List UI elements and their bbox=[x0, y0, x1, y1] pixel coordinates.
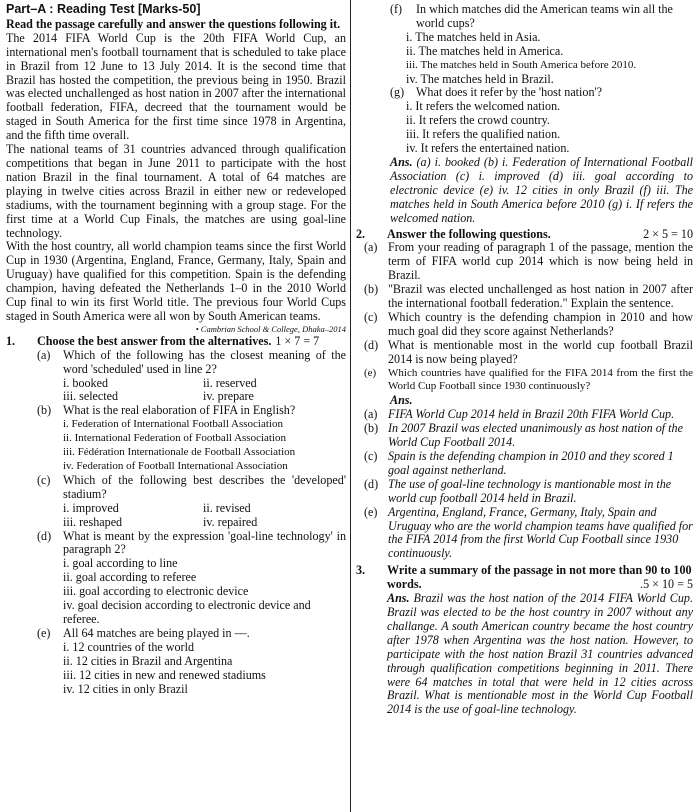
option: iv. 12 cities in only Brazil bbox=[63, 681, 188, 696]
item-letter: (e) bbox=[37, 625, 51, 640]
question-1-heading bbox=[6, 335, 346, 349]
item-letter: (a) bbox=[37, 347, 51, 362]
item-text: In which matches did the American teams win all the world cups? bbox=[416, 2, 673, 30]
q2-answer-a bbox=[356, 408, 693, 422]
question-2-heading bbox=[356, 228, 693, 242]
item-letter: (e) bbox=[364, 366, 377, 379]
option: ii. 12 cities in Brazil and Argentina bbox=[63, 653, 233, 668]
option: i. improved bbox=[63, 500, 119, 515]
option: iv. repaired bbox=[203, 514, 258, 529]
item-text: Which country is the defending champion in 2010 and how much goal did they score against Netherlands? bbox=[388, 309, 693, 338]
question-3-heading bbox=[356, 564, 693, 592]
question-2-text: Answer the following questions. bbox=[387, 226, 551, 241]
option: iii. 12 cities in new and renewed stadiums bbox=[63, 667, 266, 682]
option: i. It refers the welcomed nation. bbox=[406, 99, 561, 114]
q2-answer-e bbox=[356, 506, 693, 562]
item-letter: (d) bbox=[364, 337, 379, 352]
option: i. goal according to line bbox=[63, 556, 178, 571]
option: iv. prepare bbox=[203, 389, 254, 404]
option: iii. selected bbox=[63, 389, 119, 404]
option: ii. International Federation of Football Association bbox=[63, 432, 287, 445]
option: iii. It refers the qualified nation. bbox=[406, 127, 561, 142]
q1-item-d bbox=[6, 530, 346, 558]
q3-answer bbox=[356, 592, 693, 717]
page-title: Part–A : Reading Test [Marks-50] bbox=[6, 2, 201, 16]
q1-item-b bbox=[6, 404, 346, 418]
item-letter: (d) bbox=[37, 528, 52, 543]
answer-letter: (d) bbox=[364, 476, 379, 491]
option: iv. It refers the entertained nation. bbox=[406, 141, 570, 156]
right-column bbox=[356, 3, 693, 717]
option: iii. Fédération Internationale de Football Association bbox=[63, 446, 296, 459]
answer-label: Ans. bbox=[387, 591, 410, 606]
option: ii. It refers the crowd country. bbox=[406, 113, 550, 128]
item-letter: (a) bbox=[364, 240, 378, 255]
instruction: Read the passage carefully and answer the questions following it. bbox=[6, 16, 341, 31]
answer-text: In 2007 Brazil was elected unanimously as host nation of the World Cup Football 2014. bbox=[388, 421, 683, 450]
item-text: What is the real elaboration of FIFA in English? bbox=[63, 403, 296, 418]
option: i. 12 countries of the world bbox=[63, 639, 194, 654]
option: iv. Federation of Football International Association bbox=[63, 460, 288, 472]
item-text: Which countries have qualified for the FIFA 2014 from the first the World Cup Football since 1930 continuously? bbox=[388, 366, 693, 393]
option: ii. revised bbox=[203, 500, 251, 515]
answer-text: FIFA World Cup 2014 held in Brazil 20th FIFA World Cup. bbox=[388, 407, 675, 422]
item-letter: (c) bbox=[364, 309, 378, 324]
q2-answer-d bbox=[356, 478, 693, 506]
item-text: What is mentionable most in the world cup football Brazil 2014 is now being played? bbox=[388, 337, 693, 366]
answer-label: Ans. bbox=[390, 154, 413, 169]
q2-item-c bbox=[356, 311, 693, 339]
passage-paragraph-3: With the host country, all world champion teams since the first World Cup in 1930 (Argentina, England, France, Germany, Italy, Spain and Uruguay) have qualified for this competition. Spain is the defending champion, having defeated the Netherlands 1–0 in the 2010 World Cup final to win its first World title. The previous four World Cups staged in South America were all won by South American teams. bbox=[6, 239, 346, 323]
item-letter: (f) bbox=[390, 2, 403, 16]
answer-text: (a) i. booked (b) i. Federation of International Football Association (c) i. improved (d) iii. goal according to electronic device (e) iv. 12 cities in only Brazil (f) iii. The matches held in South America before 2010 (g) i. If refers the welcomed nation. bbox=[390, 154, 693, 225]
answer-text: The use of goal-line technology is mantionable most in the world cup football 2014 held in Brazil. bbox=[388, 476, 672, 505]
answer-letter: (a) bbox=[364, 407, 378, 422]
q2-item-e bbox=[356, 367, 693, 395]
question-number: 2. bbox=[356, 226, 366, 241]
q1-a-options bbox=[6, 377, 346, 405]
question-2-marks: 2 × 5 = 10 bbox=[643, 226, 693, 241]
option: ii. goal according to referee bbox=[63, 570, 197, 585]
option: iv. goal decision according to electronic device and referee. bbox=[63, 598, 311, 626]
q1-item-f bbox=[356, 3, 693, 31]
item-text: What is meant by the expression 'goal-line technology' in paragraph 2? bbox=[63, 528, 346, 557]
answer-text: Brazil was the host nation of the 2014 FIFA World Cup. Brazil was elected to be the host country in 2007 without any challange. A south American country became the host country after 1978 when Argentina was the host nation. However, to participate with the host nation Brazil 31 countries advanced through qualification competitions beginning in 2011. There were 64 matches in total that were held in 12 cities across Brazil. What is mentionable most in the World Cup Football 2014 is the use of goal-line technology. bbox=[387, 591, 693, 717]
q1-item-e bbox=[6, 627, 346, 641]
q2-answer-c bbox=[356, 450, 693, 478]
answer-label: Ans. bbox=[390, 393, 413, 408]
column-divider bbox=[350, 0, 351, 812]
question-number: 3. bbox=[356, 563, 366, 578]
item-text: From your reading of paragraph 1 of the passage, mention the term of FIFA world cup 2014 which is now being held in Brazil. bbox=[388, 240, 693, 283]
passage-paragraph-2: The national teams of 31 countries advanced through qualification competitions that began in June 2011 to participate with the host nation Brazil in the final tournament. A total of 64 matches are playing in twelve cities across Brazil in either new or redeveloped stadiums, with the tournament beginning with a group stage. For the first time at a World Cup Finals, the matches are using goal-line technology. bbox=[6, 142, 346, 240]
q1-item-c bbox=[6, 474, 346, 502]
option: i. booked bbox=[63, 375, 109, 390]
option: iii. goal according to electronic device bbox=[63, 584, 249, 599]
option: i. The matches held in Asia. bbox=[406, 29, 541, 44]
question-3-marks: .5 × 10 = 5 bbox=[640, 577, 693, 592]
q2-item-a bbox=[356, 241, 693, 283]
answer-text: Argentina, England, France, Germany, Italy, Spain and Uruguay who are the world champion teams have qualified for the FIFA 2014 from the first World Cup Football since 1930 continuously. bbox=[388, 504, 693, 561]
item-letter: (g) bbox=[390, 85, 405, 100]
left-column bbox=[6, 3, 346, 696]
item-text: All 64 matches are being played in —. bbox=[63, 625, 250, 640]
option: iii. The matches held in South America before 2010. bbox=[406, 58, 637, 71]
q1-item-a bbox=[6, 349, 346, 377]
q1-c-options bbox=[6, 502, 346, 530]
answer-letter: (b) bbox=[364, 421, 379, 436]
answer-letter: (c) bbox=[364, 449, 378, 463]
q1-item-g bbox=[356, 86, 693, 100]
item-letter: (b) bbox=[37, 403, 52, 418]
question-3-text: Write a summary of the passage in not more than 90 to 100 words. bbox=[387, 563, 692, 592]
option: i. Federation of International Football Association bbox=[63, 418, 283, 431]
option: iv. The matches held in Brazil. bbox=[406, 71, 554, 86]
q2-answer-b bbox=[356, 422, 693, 450]
question-number: 1. bbox=[6, 333, 16, 348]
q2-item-d bbox=[356, 339, 693, 367]
q2-item-b bbox=[356, 283, 693, 311]
item-text: Which of the following has the closest meaning of the word 'scheduled' used in line 2? bbox=[63, 347, 346, 376]
item-letter: (b) bbox=[364, 282, 379, 297]
item-letter: (c) bbox=[37, 472, 51, 487]
passage-paragraph-1: The 2014 FIFA World Cup is the 20th FIFA World Cup, an international men's football tournament that is scheduled to take place in Brazil from 12 June to 13 July 2014. It is the second time that Brazil has hosted the competition, the previous being in 1950. Brazil was elected unchallenged as host nation in 2007 after the international football federation, FIFA, decreed that the tournament would be staged in South America for the first time since 1978 in Argentina, and the fifth time overall. bbox=[6, 30, 346, 143]
answer-text: Spain is the defending champion in 2010 and they scored 1 goal against netherland. bbox=[388, 449, 674, 477]
item-text: "Brazil was elected unchallenged as host nation in 2007 after the international football federation." Explain the sentence. bbox=[388, 282, 693, 311]
item-text: Which of the following best describes the 'developed' stadium? bbox=[63, 472, 346, 501]
item-text: What does it refer by the 'host nation'? bbox=[416, 85, 603, 100]
q1-answer bbox=[356, 156, 693, 226]
source-citation: • Cambrian School & College, Dhaka–2014 bbox=[195, 323, 346, 334]
option: ii. The matches held in America. bbox=[406, 43, 564, 58]
option: iii. reshaped bbox=[63, 514, 123, 529]
question-1-marks: 1 × 7 = 7 bbox=[275, 333, 320, 348]
answer-letter: (e) bbox=[364, 504, 378, 519]
question-1-text: Choose the best answer from the alternatives. bbox=[37, 333, 272, 348]
option: ii. reserved bbox=[203, 375, 257, 390]
